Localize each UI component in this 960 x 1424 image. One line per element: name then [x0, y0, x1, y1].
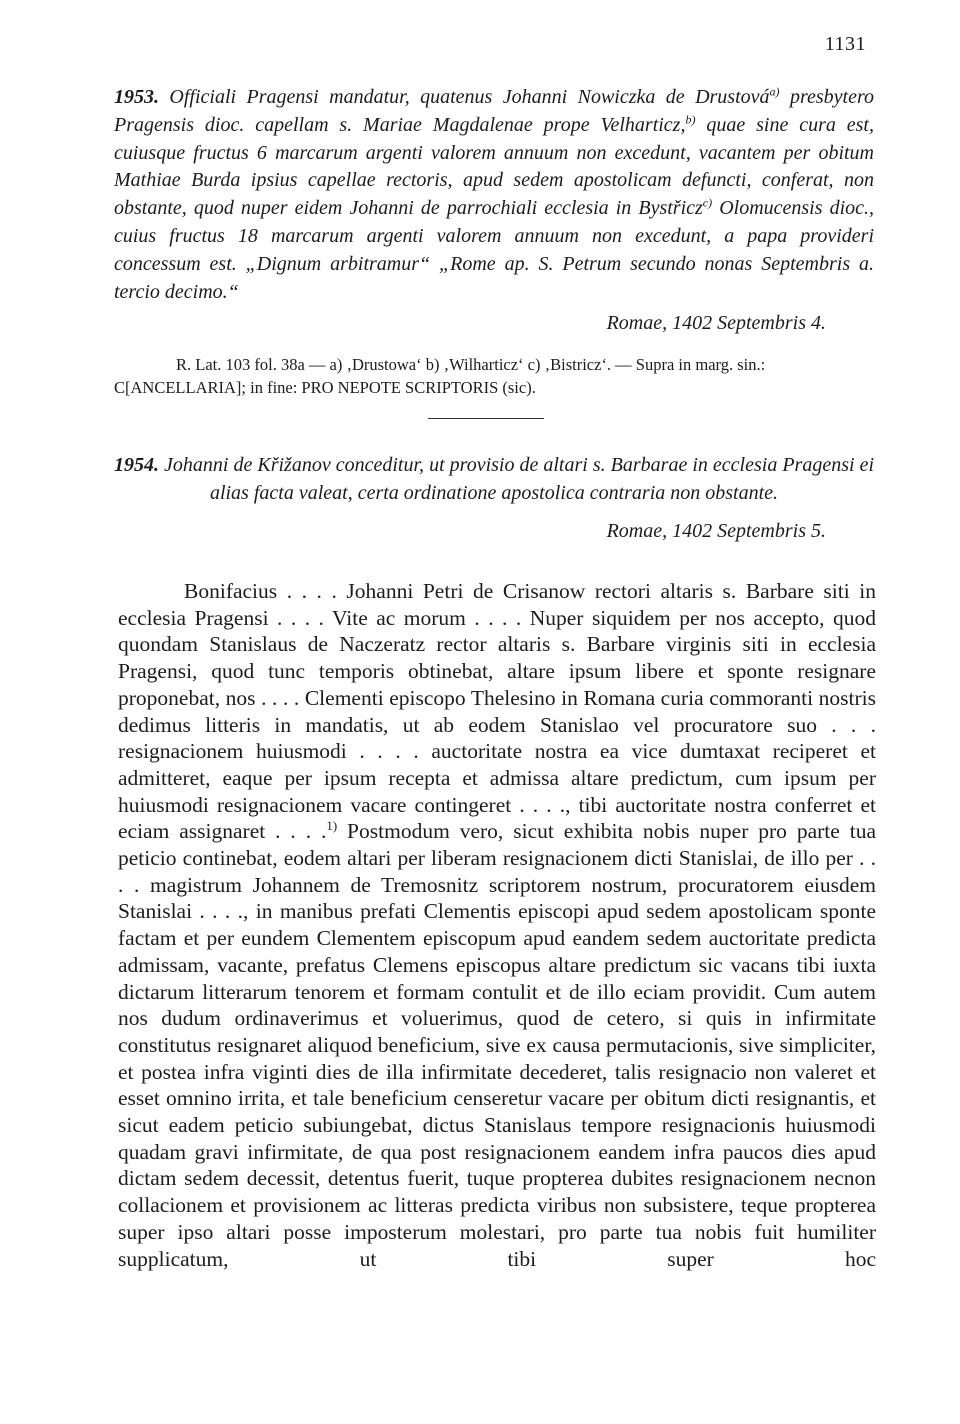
footnote-ref: a) [769, 84, 780, 99]
body-text: Postmodum vero, sicut exhibita nobis nuper pro parte tua peticio continebat, eodem altari per liberam resignacionem dicti Stanislai, de illo per . . . . magistrum Johannem de Tremosnitz scriptorem nostrum, procuratorem eiusdem Stanislai . . . ., in manibus prefati Clementis episcopi apud sedem apostolicam sponte factam et per eundem Clementem episcopum apud eandem sedem auctoritate predicta admissam, vacante, prefatus Clemens episcopus altare predictum sic vacans tibi iuxta dictarum litterarum tenorem et formam contulit et de illo eciam providit. Cum autem nos dudum ordinaverimus et voluerimus, quod de cetero, si quis in infirmitate constitutus resignaret aliquod beneficium, sive ex causa permutacionis, sive simpliciter, et postea infra viginti dies de illa infirmitate decederet, talis resignacio non valeret et esset omnino irrita, et tale beneficium censeretur vacare per obitum dicti resignantis, et sicut eadem peticio subiungebat, dictus Stanislaus tempore resignacionis huiusmodi quadam gravi infirmitate, de qua post resignacionem eandem infra paucos dies apud dictam sedem decessit, detentus fuerit, tuque propterea dubites resignacionem necnon collacionem et provisionem ac litteras predicta viribus non subsistere, teque propterea super ipso altari posse imposterum molestari, pro parte tua nobis fuit humiliter supplicatum, ut tibi super hoc [118, 819, 876, 1271]
regest-text: Johanni de Křižanov conceditur, ut provisio de altari s. Barbarae in ecclesia Pragensi ei alias facta valeat, certa ordinatione apostolica contraria non obstante. [164, 454, 875, 504]
entry-1954-date: Romae, 1402 Septembris 5. [606, 519, 826, 542]
entry-1953-source [114, 353, 874, 399]
footnote-ref: c) [702, 195, 713, 210]
regest-text: quae sine cura est, cuiusque fructus 6 marcarum argenti valorem annuum non excedunt, vacantem per obitum Mathiae Burda ipsius capellae rectoris, apud sedem apostolicam defuncti, conferat, non obstante, quod nuper eidem Johanni de parrochiali ecclesia in Bystřicz [114, 113, 874, 220]
entry-1954-regest [114, 452, 874, 508]
body-text: Bonifacius . . . . Johanni Petri de Crisanow rectori altaris s. Barbare siti in ecclesia Pragensi . . . . Vite ac morum . . . . Nuper siquidem per nos accepto, quod quondam Stanislaus de Naczeratz rector altaris s. Barbare virginis siti in ecclesia Pragensi, quod tunc temporis obtinebat, altare ipsum libere et sponte resignare proponebat, nos . . . . Clementi episcopo Thelesino in Romana curia commoranti nostris dedimus litteris in mandatis, ut ab eodem Stanislao vel procuratore suo . . . resignacionem huiusmodi . . . . auctoritate nostra ea vice dumtaxat reciperet et admitteret, eaque per ipsum recepta et admissa altare predictum, cum ipsum per huiusmodi resignacionem vacare contingeret . . . ., tibi auctoritate nostra conferret et eciam assignaret . . . . [118, 579, 876, 844]
source-line: R. Lat. 103 fol. 38a — a) ‚Drustowa‘ b) ‚Wilharticz‘ c) ‚Bistricz‘. — Supra in marg. sin.: [176, 355, 766, 375]
entry-1953-date: Romae, 1402 Septembris 4. [606, 312, 826, 335]
regest-text: Olomucensis dioc., cuius fructus 18 marcarum argenti valorem annuum non excedunt, a papa provideri concessum est. „Dignum arbitramur“ „Rome ap. S. Petrum secundo nonas Septembris a. tercio decimo.“ [114, 197, 874, 303]
document-body [118, 578, 876, 1272]
page-number: 1131 [824, 33, 866, 55]
entry-1954 [114, 452, 874, 543]
regest-text: Officiali Pragensi mandatur, quatenus Johanni Nowiczka de Drustová [169, 86, 770, 108]
entry-number: 1953. [114, 86, 159, 108]
regest-text: presbytero Pragensis dioc. capellam s. Mariae Magdalenae prope Velharticz, [114, 86, 875, 136]
entry-1953-regest [114, 84, 874, 306]
section-divider [428, 418, 544, 419]
entry-1953 [114, 84, 874, 399]
source-line: C[ANCELLARIA]; in fine: PRO NEPOTE SCRIPTORIS (sic). [114, 378, 536, 398]
footnote-ref: 1) [326, 819, 338, 834]
footnote-ref: b) [685, 112, 696, 127]
entry-number: 1954. [114, 454, 159, 476]
